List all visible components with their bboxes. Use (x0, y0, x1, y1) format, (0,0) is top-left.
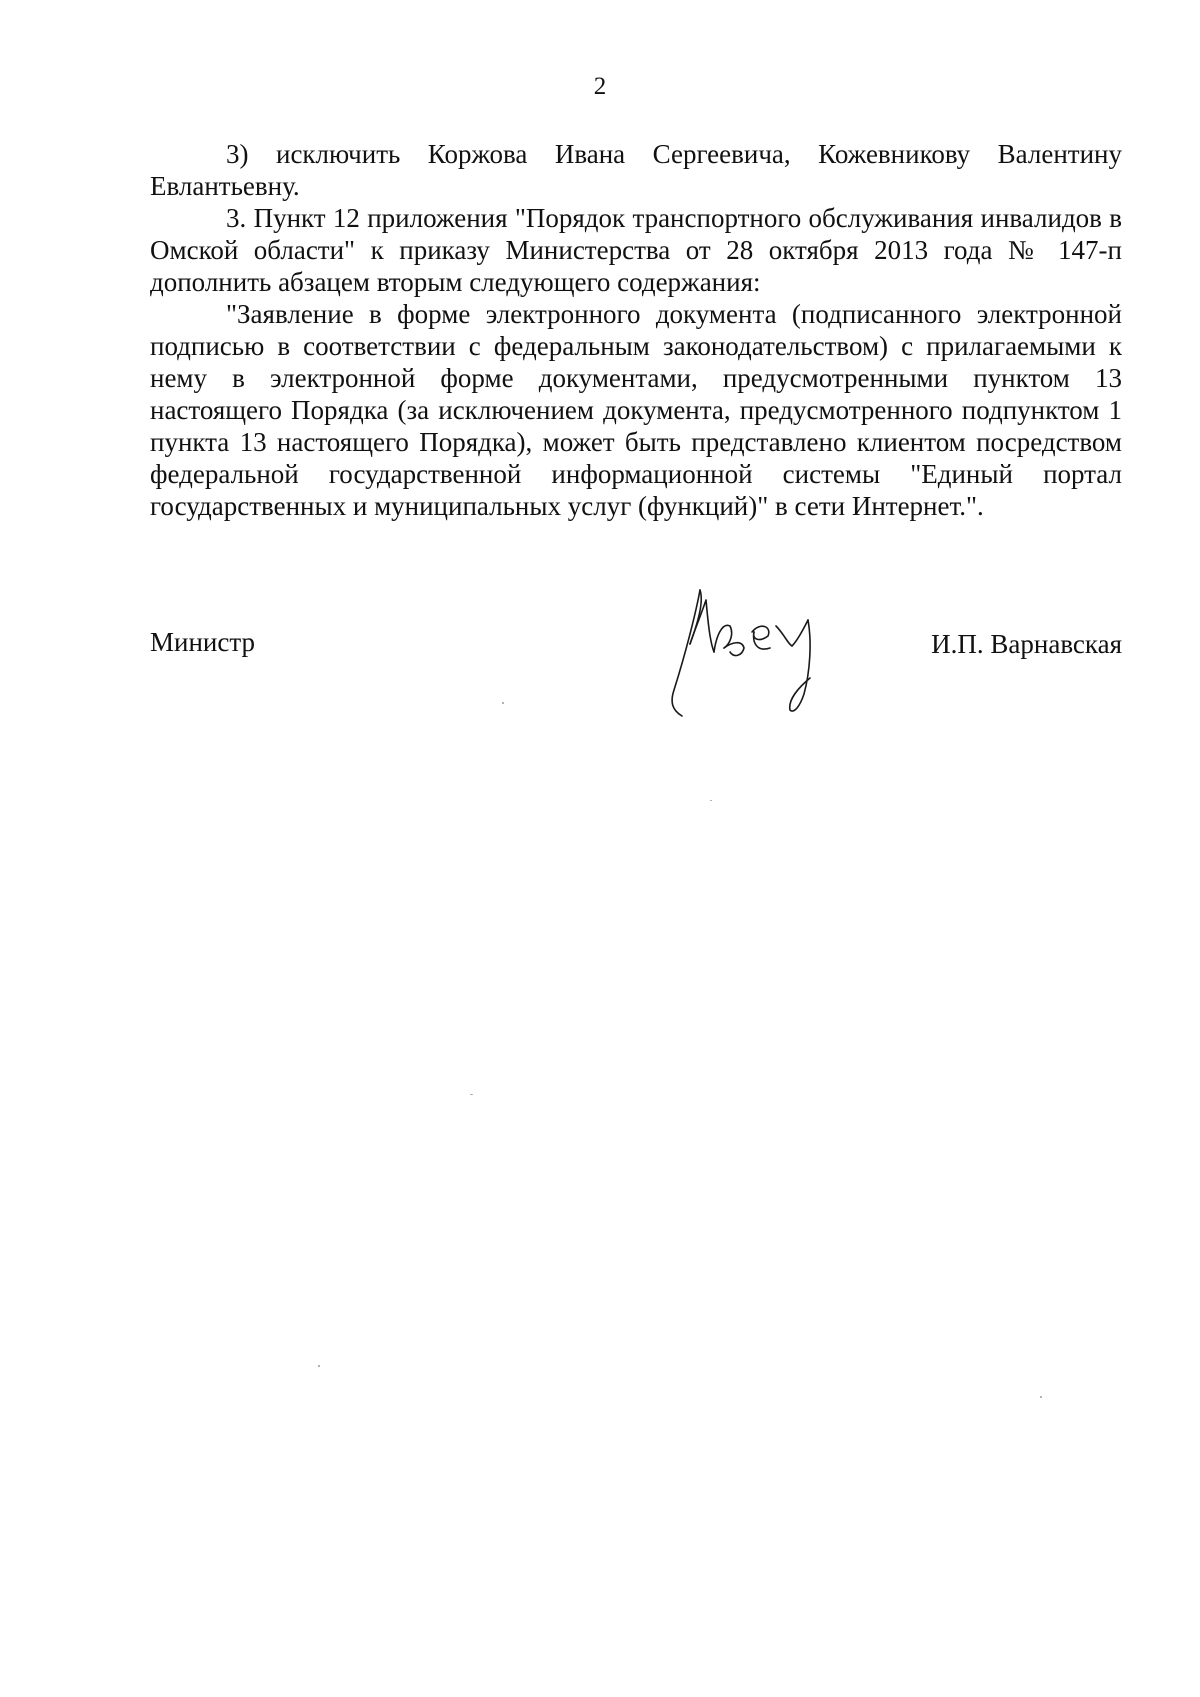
page-number: 2 (593, 73, 607, 100)
scan-speck (502, 702, 504, 704)
scan-speck (1040, 1396, 1042, 1398)
signatory-name: И.П. Варнавская (931, 629, 1122, 659)
scan-speck (318, 1365, 320, 1367)
scan-speck (470, 1094, 473, 1095)
paragraph-quoted-text: "Заявление в форме электронного документа (подписанного электронной подписью в соответствии с федеральным законодательством) с прилагаемыми к нему в электронной форме документами, предусмотренными пунктом 13 настоящего Порядка (за исключением документа, предусмотренного подпунктом 1 пункта 13 настоящего Порядка), может быть представлено клиентом посредством федеральной государственной информационной системы "Единый портал государственных и муниципальных услуг (функций)" в сети Интернет.". (150, 299, 1122, 521)
signatory-title: Министр (150, 627, 255, 657)
scan-speck (710, 800, 712, 801)
handwritten-signature (660, 582, 850, 742)
document-body (150, 138, 1122, 522)
paragraph-item-3: 3. Пункт 12 приложения "Порядок транспортного обслуживания инвалидов в Омской области" к приказу Министерства от 28 октября 2013 года № 147-п дополнить абзацем вторым следующего содержания: (150, 203, 1122, 297)
paragraph-exclusion: 3) исключить Коржова Ивана Сергеевича, Кожевникову Валентину Евлантьевну. (150, 139, 1122, 201)
signature-block (150, 582, 1122, 742)
